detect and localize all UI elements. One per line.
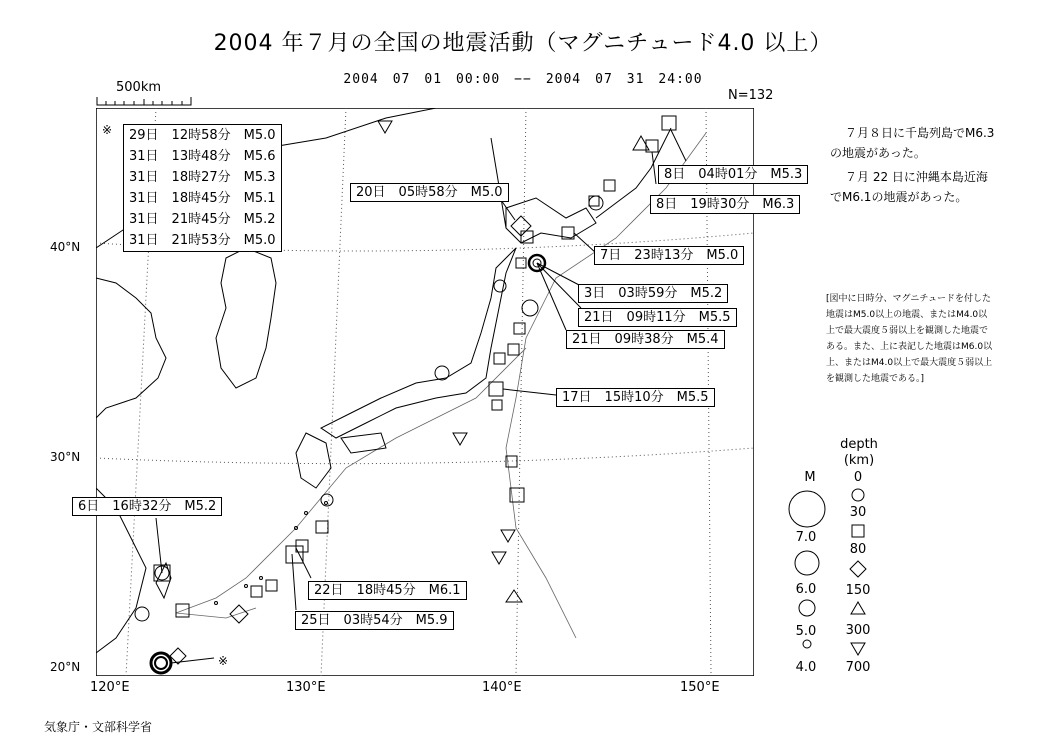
event-label: 17日 15時10分 M5.5 <box>556 388 715 407</box>
depth-label: 150 <box>845 583 871 598</box>
event-label: 8日 19時30分 M6.3 <box>650 195 800 214</box>
lat-label: 20°N <box>50 660 81 674</box>
depth-0-symbol <box>852 489 864 501</box>
epicenter-square <box>492 400 502 410</box>
mag-7-circle <box>789 491 825 527</box>
epicenter-circle <box>494 280 506 292</box>
mag-4-circle <box>803 640 811 648</box>
list-entry: 31日 21時45分 M5.2 <box>129 212 276 227</box>
event-label: 20日 05時58分 M5.0 <box>350 183 509 202</box>
event-count: N=132 <box>728 88 774 103</box>
note-line: ７月 22 日に沖縄本島近海 <box>845 170 988 184</box>
epicenter-square <box>508 344 519 355</box>
epicenter-square <box>489 382 503 396</box>
lon-label: 150°E <box>680 680 720 695</box>
depth-label: 0 <box>853 470 863 485</box>
list-entry: 31日 21時53分 M5.0 <box>129 233 276 248</box>
epicenter-square <box>604 180 615 191</box>
lat-label: 40°N <box>50 240 81 254</box>
lat-label: 30°N <box>50 450 81 464</box>
epicenter-inverted-triangle <box>492 552 506 564</box>
epicenter-square <box>316 521 328 533</box>
epicenter-circle <box>155 657 167 669</box>
note-line: ７月８日に千島列島でM6.3 <box>845 126 995 140</box>
list-entry: 31日 18時45分 M5.1 <box>129 191 276 206</box>
period-text: 2004 07 01 00:00 −− 2004 07 31 24:00 <box>343 72 703 87</box>
event-label: 21日 09時38分 M5.4 <box>566 330 725 349</box>
event-label: 25日 03時54分 M5.9 <box>295 611 454 630</box>
event-label: 7日 23時13分 M5.0 <box>594 246 744 265</box>
depth-label: 30 <box>849 505 867 520</box>
depth-300-symbol <box>851 643 865 655</box>
list-entry: 31日 13時48分 M5.6 <box>129 149 276 164</box>
depth-legend-title: depth <box>840 437 878 452</box>
event-label: 6日 16時32分 M5.2 <box>72 497 222 516</box>
mag-6-circle <box>795 551 819 575</box>
depth-label: 80 <box>849 542 867 557</box>
mag-label: 5.0 <box>795 624 817 639</box>
epicenter-triangle <box>506 590 522 602</box>
mag-5-circle <box>799 600 815 616</box>
depth-150-symbol <box>851 602 865 614</box>
epicenter-inverted-triangle <box>501 530 515 542</box>
mag-label: 4.0 <box>795 660 817 675</box>
event-list-box <box>123 124 282 252</box>
footnote-line: ある。また、上に表記した地震はM6.0以 <box>826 342 993 352</box>
epicenter-circle <box>435 366 449 380</box>
depth-legend <box>846 486 870 662</box>
epicenter-circle <box>522 300 538 316</box>
epicenter-circle <box>589 196 603 210</box>
epicenter-square <box>266 580 277 591</box>
epicenter-square <box>521 231 533 243</box>
footnote-line: 上で最大震度５弱以上を観測した地震で <box>826 326 989 336</box>
event-label: 8日 04時01分 M5.3 <box>658 165 808 184</box>
scale-bar <box>96 95 192 109</box>
depth-legend-unit: (km) <box>843 453 875 468</box>
scale-label: 500km <box>116 80 162 95</box>
depth-30-symbol <box>852 525 864 537</box>
footnote-line: 地震はM5.0以上の地震、またはM4.0以 <box>826 310 988 320</box>
magnitude-legend <box>780 488 840 668</box>
lon-label: 120°E <box>90 680 130 695</box>
epicenter-square <box>494 353 505 364</box>
list-entry: 31日 18時27分 M5.3 <box>129 170 276 185</box>
depth-label: 700 <box>845 660 871 675</box>
epicenter-square <box>251 586 262 597</box>
mag-label: 7.0 <box>795 530 817 545</box>
footer-credit: 気象庁・文部科学省 <box>44 720 153 734</box>
list-asterisk: ※ <box>102 123 113 137</box>
epicenter-square <box>286 546 303 563</box>
note-line: の地震があった。 <box>830 146 926 160</box>
epicenter-square <box>662 116 676 130</box>
event-label: 21日 09時11分 M5.5 <box>578 308 737 327</box>
epicenter-inverted-triangle <box>378 121 392 133</box>
magnitude-legend-title: M <box>804 470 816 485</box>
asterisk-marker: ※ <box>218 654 229 668</box>
lon-label: 130°E <box>286 680 326 695</box>
list-entry: 29日 12時58分 M5.0 <box>129 128 276 143</box>
epicenter-inverted-triangle <box>453 433 467 445</box>
event-label: 22日 18時45分 M6.1 <box>308 581 467 600</box>
epicenter-circle <box>135 607 149 621</box>
lon-label: 140°E <box>482 680 522 695</box>
epicenter-square <box>516 258 526 268</box>
footnote-line: を観測した地震である。] <box>826 374 925 384</box>
depth-80-symbol <box>850 561 866 577</box>
footnote-line: [図中に日時分、マグニチュードを付した <box>826 294 992 304</box>
depth-label: 300 <box>845 623 871 638</box>
footnote-line: 上、またはM4.0以上で最大震度５弱以上 <box>826 358 993 368</box>
note-line: でM6.1の地震があった。 <box>830 190 968 204</box>
map-title: 2004 年７月の全国の地震活動（マグニチュード4.0 以上） <box>213 31 833 56</box>
mag-label: 6.0 <box>795 582 817 597</box>
event-label: 3日 03時59分 M5.2 <box>578 284 728 303</box>
epicenter-square <box>589 196 599 206</box>
epicenter-square <box>514 323 525 334</box>
epicenter-triangle <box>633 136 649 150</box>
